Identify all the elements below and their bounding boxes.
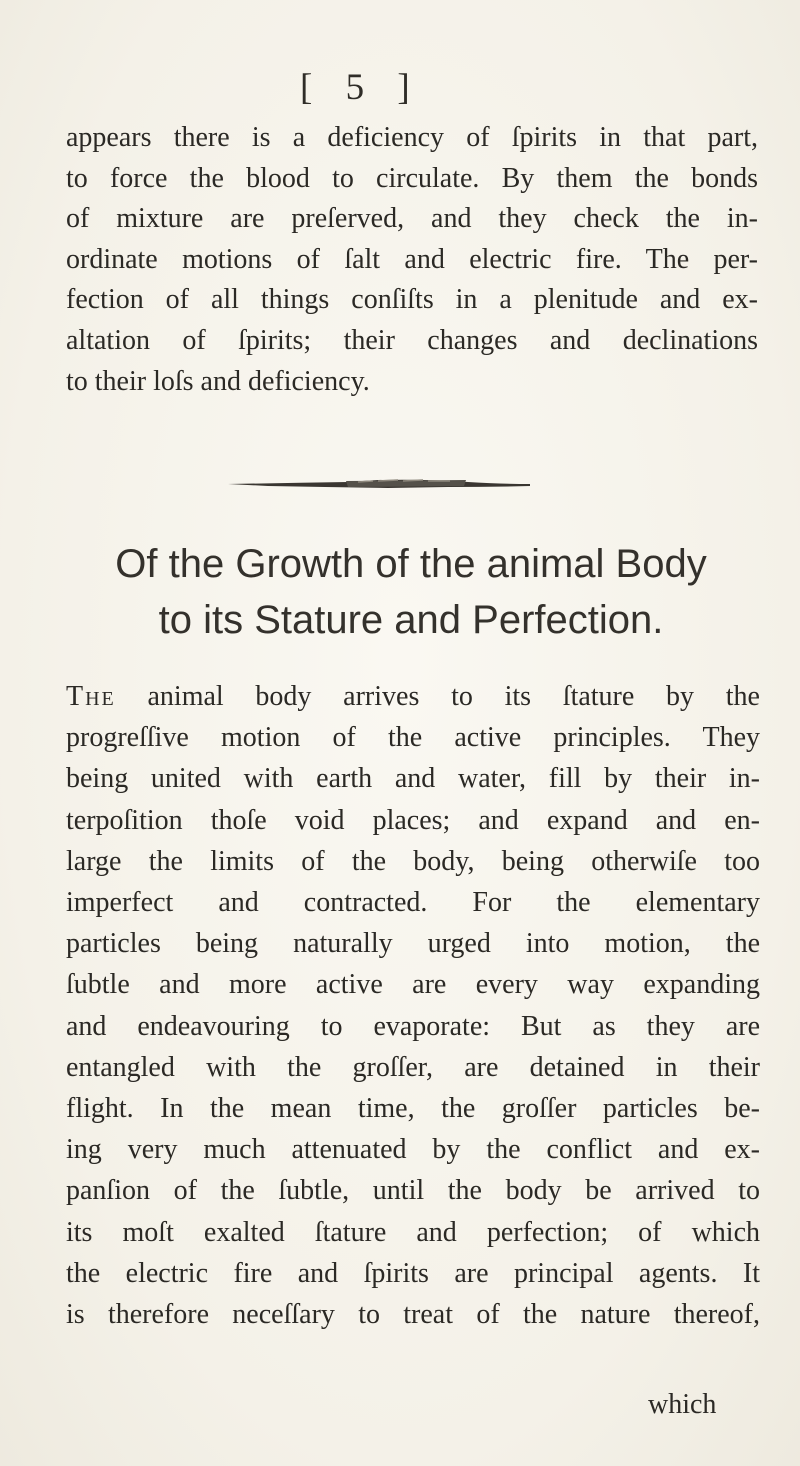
text-line: of mixture are preſerved, and they check the in- xyxy=(66,203,758,235)
text-line: fection of all things conſiſts in a plenitude and ex- xyxy=(66,284,758,316)
text-line: its moſt exalted ſtature and perfection; of which xyxy=(66,1216,760,1248)
text-line: and endeavouring to evaporate: But as they are xyxy=(66,1010,760,1042)
lead-word: The xyxy=(66,681,116,712)
body-paragraph xyxy=(66,676,760,1335)
text-line: terpoſition thoſe void places; and expand and en- xyxy=(66,804,760,836)
text-line: ordinate motions of ſalt and electric fire. The per- xyxy=(66,243,758,275)
section-heading-line-1: Of the Growth of the animal Body xyxy=(115,542,707,586)
top-paragraph xyxy=(66,118,758,402)
text-line: progreſſive motion of the active principles. They xyxy=(66,722,760,754)
text-line: ſubtle and more active are every way expanding xyxy=(66,969,760,1001)
page-number: [ 5 ] xyxy=(300,67,422,108)
ornamental-rule xyxy=(228,476,530,492)
text-line: flight. In the mean time, the groſſer particles be- xyxy=(66,1093,760,1125)
text-line: altation of ſpirits; their changes and declinations xyxy=(66,324,758,356)
section-heading-line-2: to its Stature and Perfection. xyxy=(158,598,664,642)
text-line: to force the blood to circulate. By them the bonds xyxy=(66,162,758,194)
text-line: imperfect and contracted. For the elementary xyxy=(66,887,760,919)
text-line: large the limits of the body, being otherwiſe too xyxy=(66,845,760,877)
catchword: which xyxy=(648,1389,717,1420)
text-line: ing very much attenuated by the conflict and ex- xyxy=(66,1134,760,1166)
text-line: being united with earth and water, fill by their in- xyxy=(66,763,760,795)
text-line: is therefore neceſſary to treat of the nature thereof, xyxy=(66,1299,760,1331)
text-line: panſion of the ſubtle, until the body be arrived to xyxy=(66,1175,760,1207)
text-line: particles being naturally urged into motion, the xyxy=(66,928,760,960)
text-line: appears there is a deficiency of ſpirits in that part, xyxy=(66,122,758,153)
text-line xyxy=(66,676,760,717)
text-fragment: animal body arrives to its ſtature by the xyxy=(115,681,760,712)
text-line: entangled with the groſſer, are detained in their xyxy=(66,1051,760,1083)
text-line: the electric fire and ſpirits are principal agents. It xyxy=(66,1257,760,1289)
text-line: to their loſs and deficiency. xyxy=(66,365,370,397)
